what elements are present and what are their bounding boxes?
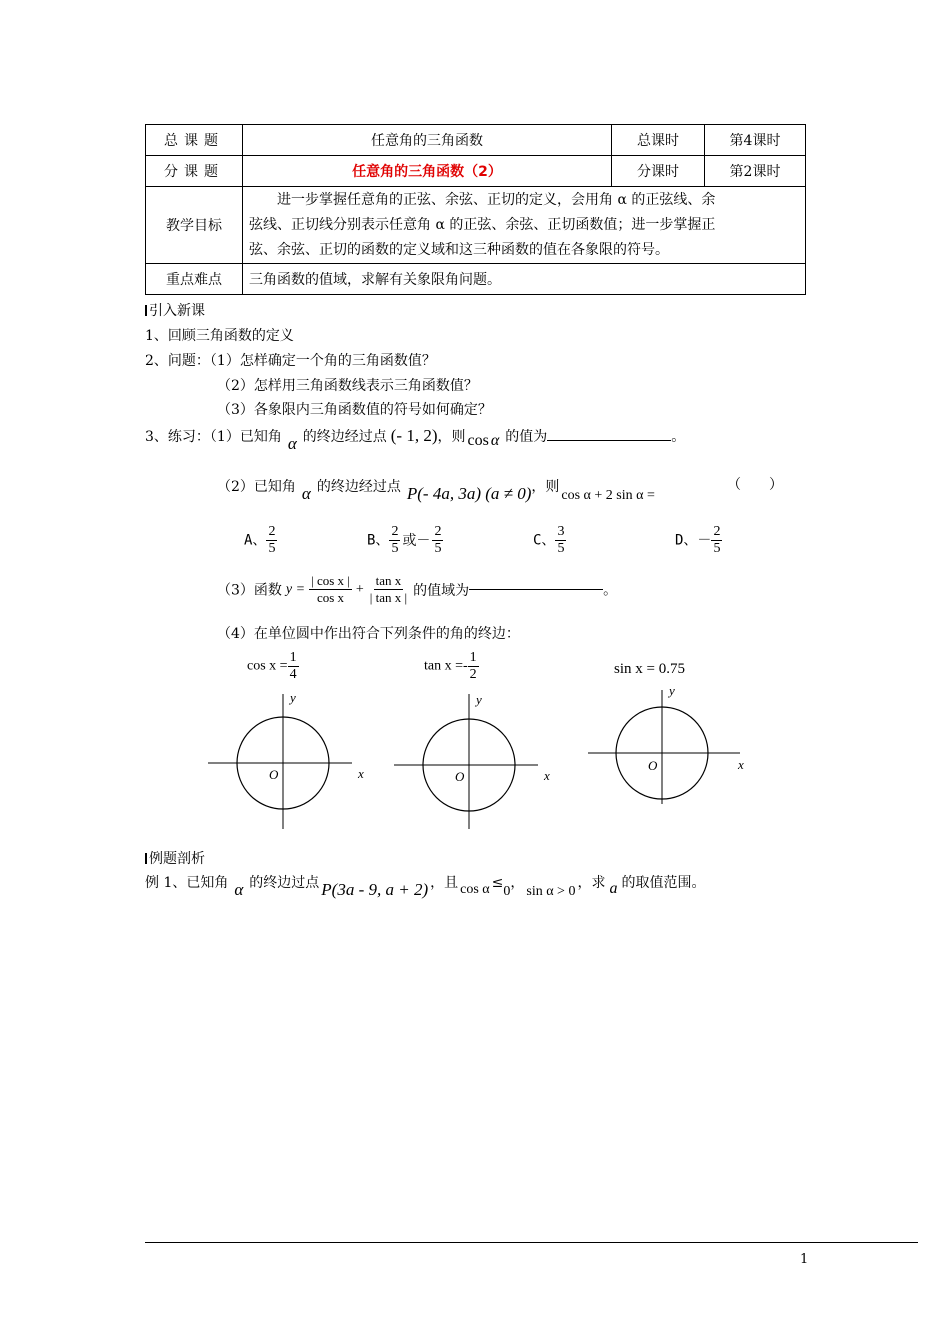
unit-circle-diagrams: [200, 686, 580, 836]
table-row: [146, 125, 806, 156]
label-key-points: 重点难点: [146, 264, 243, 295]
origin-label: O: [455, 769, 465, 784]
label-teaching-goal: 教学目标: [146, 187, 243, 264]
teaching-goal-text: [243, 187, 806, 264]
answer-bracket: （ ）: [727, 477, 783, 493]
table-row: [146, 187, 806, 264]
exercise-4: （4）在单位圆中作出符合下列条件的角的终边：: [217, 626, 520, 642]
sub-hours-label: 分课时: [612, 156, 705, 187]
y-axis-label: y: [290, 690, 296, 705]
x-axis-label: x: [358, 766, 364, 781]
table-row: [146, 156, 806, 187]
line-question-1: 2、问题：（1）怎样确定一个角的三角函数值？: [145, 353, 436, 369]
line-question-3: （3）各象限内三角函数值的符号如何确定？: [217, 402, 492, 418]
goal-line: 弦、余弦、正切的函数的定义域和这三种函数的值在各象限的符号。: [249, 241, 669, 258]
course-info-table: [145, 124, 806, 295]
goal-line: 弦线、正切线分别表示任意角 α 的正弦、余弦、正切函数值；进一步掌握正: [249, 216, 716, 233]
total-topic-title: 任意角的三角函数: [243, 125, 612, 156]
footer-rule: [145, 1242, 918, 1243]
sub-hours-value: 第2课时: [705, 156, 806, 187]
total-hours-value: 第4课时: [705, 125, 806, 156]
unit-circle-diagram-3: [580, 680, 750, 810]
choice-b: B、 $\frac{2}{5}$ 或－ $\frac{2}{5}$: [367, 524, 442, 556]
choice-d: D、－ $\frac{2}{5}$: [675, 524, 721, 556]
x-axis-label: x: [738, 757, 744, 772]
condition-sin: sin x = 0.75: [614, 661, 685, 677]
x-axis-label: x: [544, 768, 550, 783]
origin-label: O: [269, 767, 279, 782]
label-sub-topic: 分课题: [146, 156, 243, 187]
table-row: [146, 264, 806, 295]
choice-c: C、 $\frac{3}{5}$: [533, 524, 565, 556]
y-axis-label: y: [476, 692, 482, 707]
exercise-1: 3、练习：（1）已知角 α 的终边经过点 (- 1, 2)，则 cos α 的值为 。: [145, 426, 686, 453]
condition-cos: cos x = $\frac{1}{4}$: [247, 650, 297, 682]
label-total-topic: 总课题: [146, 125, 243, 156]
sub-topic-title: 任意角的三角函数（2）: [243, 156, 612, 187]
choice-a: A、 $\frac{2}{5}$: [244, 524, 276, 556]
key-points-text: 三角函数的值域，求解有关象限角问题。: [243, 264, 806, 295]
unit-circle-1: [208, 694, 352, 829]
example-1: 例 1、已知角 α 的终边过点 P(3a - 9, a + 2) ，且 cos α ≤0，sin α > 0，求 a 的取值范围。: [145, 875, 706, 899]
exercise-2: （2）已知角 α 的终边经过点 P(- 4a, 3a) (a ≠ 0)，则cos α + 2 sin α =: [217, 479, 655, 503]
exercise-3: （3）函数 y = $\frac{\text{| cos x |}}{\text{cos x}}$ + $\frac{\text{tan x}}{\text{| tan x |}}$ 的值域为 。: [217, 573, 618, 605]
unit-circle-2: [394, 694, 538, 829]
line-review: 1、回顾三角函数的定义: [145, 328, 294, 344]
section-heading: 例题剖析: [145, 848, 205, 868]
section-heading: 引入新课: [145, 300, 205, 320]
total-hours-label: 总课时: [612, 125, 705, 156]
line-question-2: （2）怎样用三角函数线表示三角函数值？: [217, 378, 478, 394]
goal-line: 进一步掌握任意角的正弦、余弦、正切的定义，会用角 α 的正弦线、余: [277, 191, 716, 208]
condition-tan: tan x =- $\frac{1}{2}$: [424, 650, 477, 682]
origin-label: O: [648, 758, 658, 773]
y-axis-label: y: [669, 683, 675, 698]
page-number: 1: [800, 1252, 809, 1267]
